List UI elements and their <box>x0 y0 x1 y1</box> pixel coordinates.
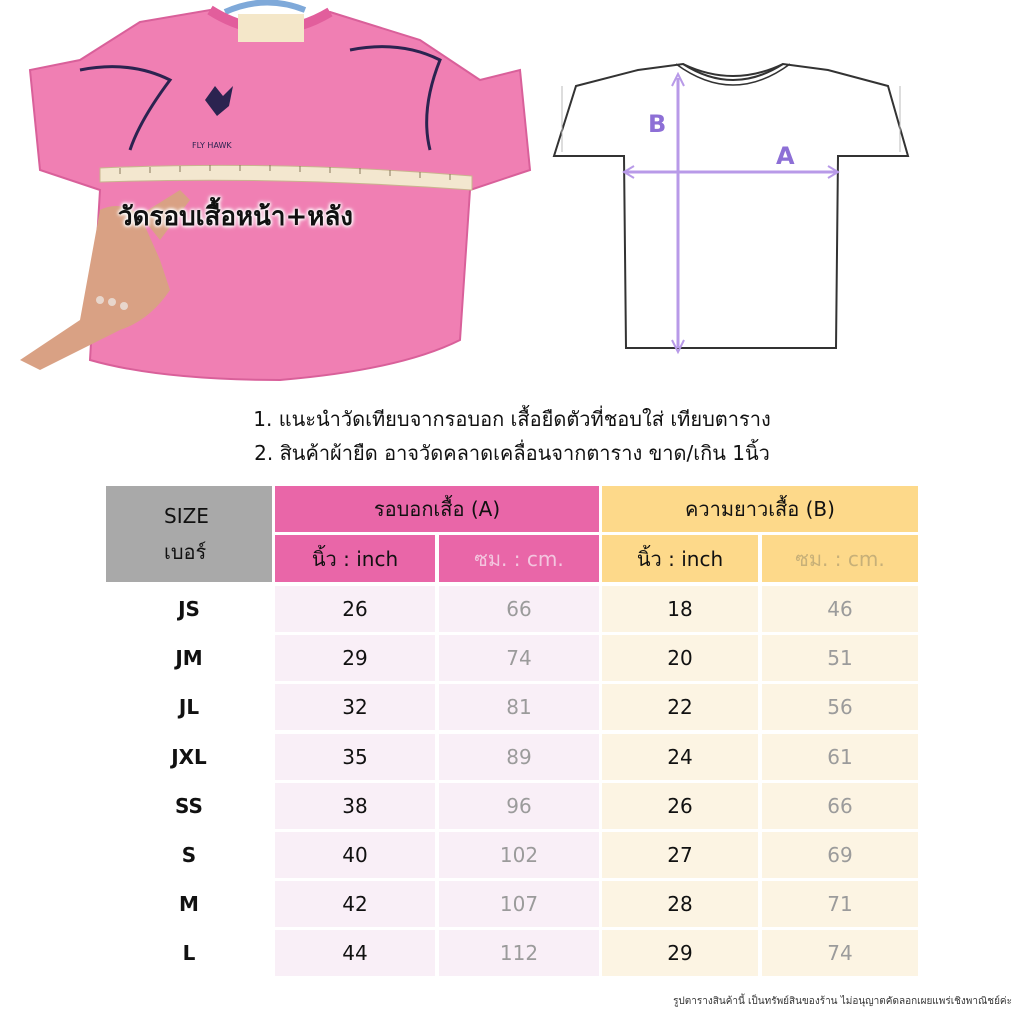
chest-inch-cell: 35 <box>275 734 435 780</box>
chest-cm-cell: 112 <box>439 930 599 976</box>
instruction-1: 1. แนะนำวัดเทียบจากรอบอก เสื้อยืดตัวที่ชอบใส่ เทียบตาราง <box>253 407 771 431</box>
instruction-2: 2. สินค้าผ้ายืด อาจวัดคลาดเคลื่อนจากตาราง ขาด/เกิน 1นิ้ว <box>254 441 770 465</box>
length-cm-cell: 46 <box>762 586 918 632</box>
chest-cm-cell: 107 <box>439 881 599 927</box>
chest-cm-cell: 81 <box>439 684 599 730</box>
shirt-photo <box>20 0 540 392</box>
length-cm-header: ซม. : cm. <box>762 535 918 582</box>
size-cell: JXL <box>171 744 207 769</box>
chest-inch-cell: 42 <box>275 881 435 927</box>
brand-logo-text: FLY HAWK <box>192 141 232 150</box>
length-inch-cell: 20 <box>602 635 758 681</box>
chest-cm-header: ซม. : cm. <box>439 535 599 582</box>
size-cell: SS <box>175 793 203 818</box>
length-inch-cell: 26 <box>602 783 758 829</box>
size-header-thai: เบอร์ <box>164 540 207 564</box>
copyright-footer: รูปตารางสินค้านี้ เป็นทรัพย์สินของร้าน ไม่อนุญาตคัดลอกเผยแพร่เชิงพาณิชย์ค่ะ <box>673 996 1012 1007</box>
shirt-outline-diagram <box>548 56 918 366</box>
length-inch-cell: 18 <box>602 586 758 632</box>
size-cell: S <box>181 843 197 867</box>
chest-cm-cell: 102 <box>439 832 599 878</box>
length-header: ความยาวเสื้อ (B) <box>602 486 918 532</box>
length-inch-cell: 29 <box>602 930 758 976</box>
size-cell: JL <box>178 695 200 720</box>
chest-inch-cell: 29 <box>275 635 435 681</box>
chest-cm-cell: 74 <box>439 635 599 681</box>
size-cell: JS <box>178 597 200 621</box>
size-table <box>106 486 918 976</box>
chest-cm-cell: 89 <box>439 734 599 780</box>
length-inch-cell: 22 <box>602 684 758 730</box>
length-inch-cell: 28 <box>602 881 758 927</box>
chest-cm-cell: 96 <box>439 783 599 829</box>
photo-caption: วัดรอบเสื้อหน้า+หลัง <box>118 202 354 232</box>
chest-inch-cell: 26 <box>275 586 435 632</box>
chest-inch-cell: 38 <box>275 783 435 829</box>
shirt-diagram <box>548 56 918 366</box>
chest-inch-cell: 40 <box>275 832 435 878</box>
length-inch-header: นิ้ว : inch <box>602 535 758 582</box>
instructions <box>0 402 1024 470</box>
length-inch-cell: 24 <box>602 734 758 780</box>
label-b: B <box>648 110 667 138</box>
size-cell: M <box>179 892 199 917</box>
length-cm-cell: 71 <box>762 881 918 927</box>
length-cm-cell: 51 <box>762 635 918 681</box>
size-header <box>106 486 272 582</box>
chest-inch-cell: 44 <box>275 930 435 976</box>
length-inch-cell: 27 <box>602 832 758 878</box>
size-cell: JM <box>175 646 203 671</box>
label-a: A <box>776 142 795 170</box>
length-cm-cell: 74 <box>762 930 918 976</box>
length-cm-cell: 61 <box>762 734 918 780</box>
chest-header: รอบอกเสื้อ (A) <box>275 486 599 532</box>
size-header-label: SIZE <box>164 504 209 528</box>
chest-inch-header: นิ้ว : inch <box>275 535 435 582</box>
length-cm-cell: 66 <box>762 783 918 829</box>
length-cm-cell: 56 <box>762 684 918 730</box>
size-cell: L <box>182 941 196 966</box>
chest-cm-cell: 66 <box>439 586 599 632</box>
length-cm-cell: 69 <box>762 832 918 878</box>
chest-inch-cell: 32 <box>275 684 435 730</box>
